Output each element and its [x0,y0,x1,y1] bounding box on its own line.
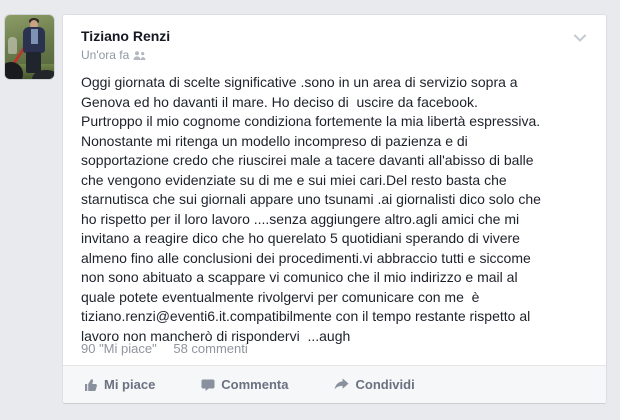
post-text-line: che vengono evidenziate su di me e sui miei cari.Del resto basta che [81,171,507,188]
post-text-line: invitano a reagire dico che ho querelato 5 quotidiani sperando di vivere [81,230,520,246]
like-button-label: Mi piace [104,377,156,392]
post-stats [81,341,248,356]
chevron-down-icon[interactable] [574,34,586,42]
post-text-line: Genova ed ho davanti il mare. Ho deciso di uscire da facebook. [81,93,478,110]
share-button[interactable] [334,377,414,392]
avatar[interactable] [5,15,54,79]
comment-icon [201,378,215,392]
post-text-line: almeno fino alle conclusioni dei procedimenti.vi abbraccio tutti e siccome [81,249,531,266]
share-icon [334,378,349,391]
friends-icon [133,51,146,60]
post-card [62,14,607,404]
comment-button-label: Commenta [221,377,289,392]
post-text-line: lavoro non mancherò di rispondervi ...augh [81,327,351,344]
post-text-line: Purtroppo il mio cognome condiziona fortemente la mia libertà espressiva. [81,113,541,129]
like-count[interactable]: 90 "Mi piace" [81,341,157,356]
post-text-line: Nonostante mi ritenga un modello incompreso di pazienza e di [81,132,468,149]
post-text-line: sopportazione credo che riuscirei male a tacere davanti all'abisso di balle [81,152,534,168]
post-text [81,73,597,346]
post-text-line: Oggi giornata di scelte significative .sono in un area di servizio sopra a [81,74,518,90]
author-name[interactable]: Tiziano Renzi [81,28,171,44]
like-button[interactable] [84,377,155,392]
action-bar [63,365,606,403]
comment-count[interactable]: 58 commenti [173,341,248,356]
post-text-line: quale potete eventualmente rivolgervi per comunicare con me è [81,288,480,305]
avatar-photo-detail [8,37,17,54]
post-meta [81,48,146,62]
share-button-label: Condividi [355,377,415,392]
timestamp[interactable]: Un'ora fa [81,48,130,62]
avatar-photo-detail [26,52,41,73]
post-text-line: starnutisca che sui giornali appare uno tsunami .ai giornalisti dico solo che [81,191,541,207]
post-text-line: tiziano.renzi@eventi6.it.compatibilmente con il tempo restante rispetto al [81,308,531,324]
post-text-line: non sono abituato a scappare vi comunico che il mio indirizzo e mail al [81,269,518,285]
thumbs-up-icon [84,378,98,392]
comment-button[interactable] [201,377,288,392]
post-text-line: ho rispetto per il loro lavoro ....senza aggiungere altro.agli amici che mi [81,210,520,227]
avatar-photo-detail [31,29,38,44]
